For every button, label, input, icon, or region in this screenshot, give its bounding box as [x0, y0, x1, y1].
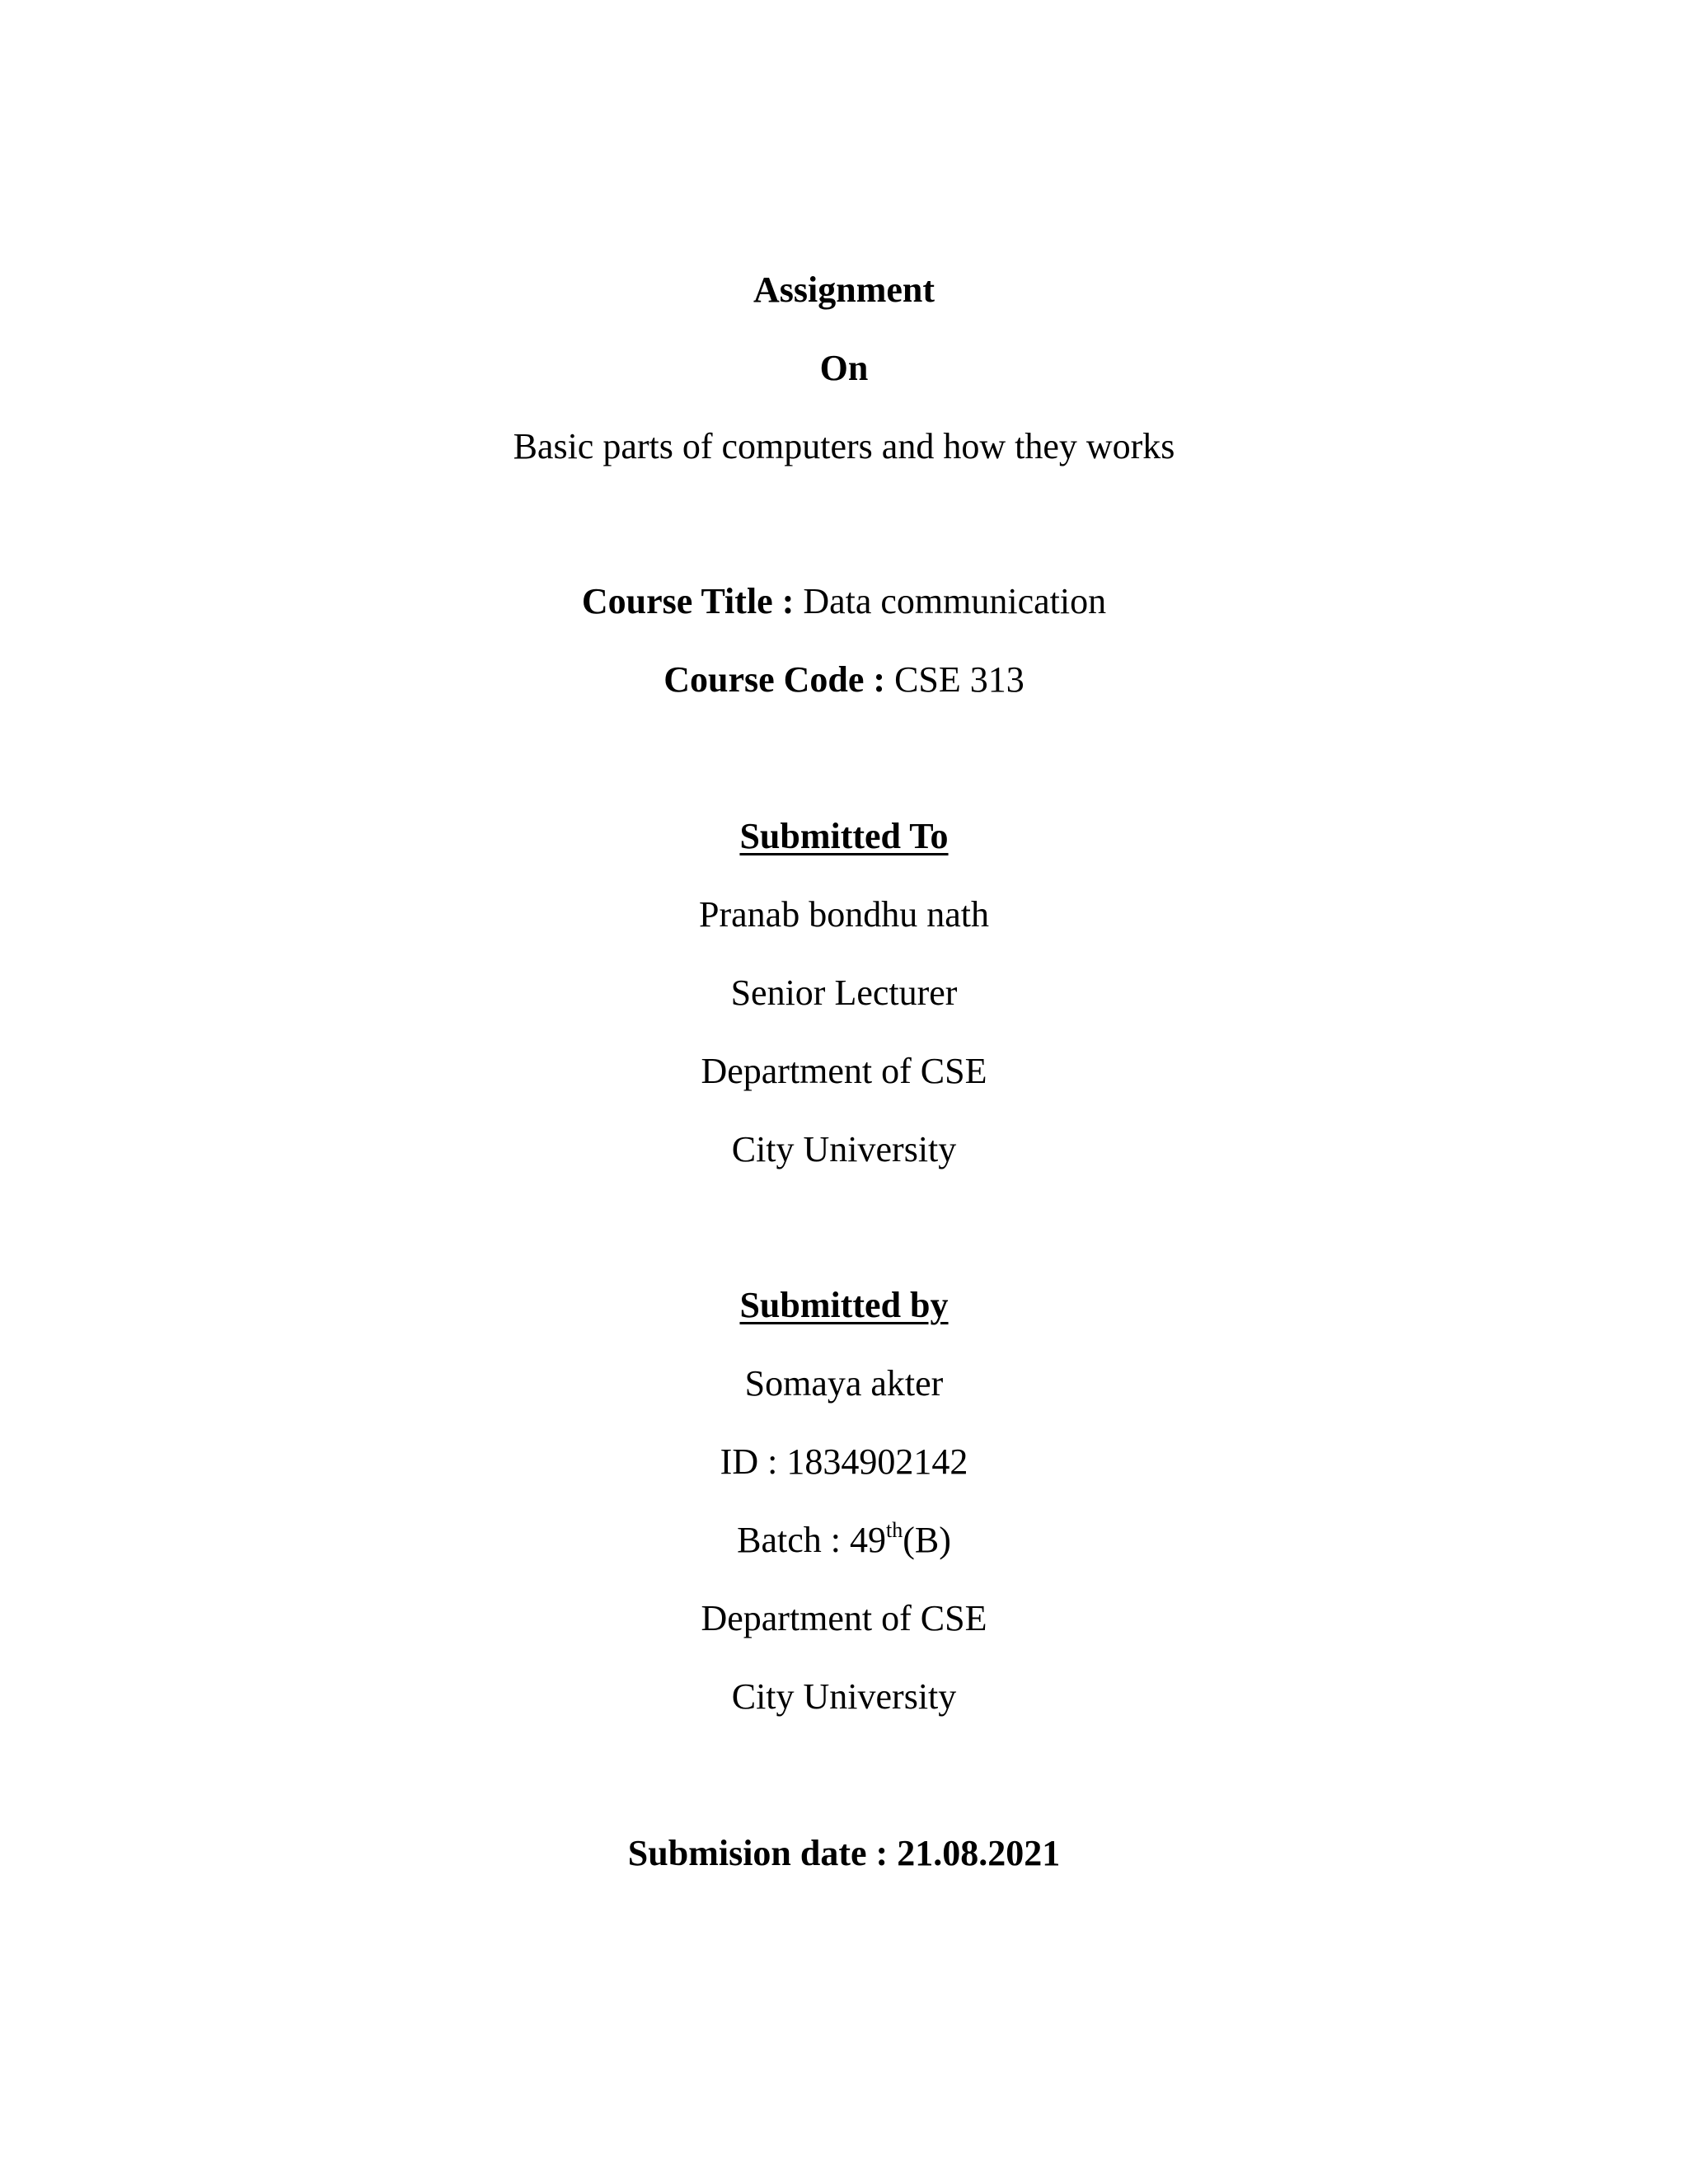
assignment-heading: Assignment — [753, 269, 935, 310]
submitted-by-heading-line — [0, 1283, 1688, 1328]
submitted-by-department: Department of CSE — [701, 1598, 987, 1638]
batch-prefix: Batch : 49 — [737, 1520, 886, 1560]
submitted-by-heading: Submitted by — [739, 1285, 949, 1325]
submission-date: Submision date : 21.08.2021 — [627, 1833, 1061, 1873]
course-code-label: Course Code : — [663, 659, 886, 700]
submitted-to-heading-line — [0, 814, 1688, 859]
submitted-to-name: Pranab bondhu nath — [699, 894, 989, 935]
submitted-to-university: City University — [731, 1129, 957, 1169]
assignment-topic: Basic parts of computers and how they works — [513, 426, 1175, 466]
submitted-to-designation: Senior Lecturer — [730, 972, 958, 1013]
course-code-value: CSE 313 — [894, 659, 1025, 700]
submitted-to-department: Department of CSE — [701, 1051, 987, 1091]
submitted-by-name: Somaya akter — [744, 1363, 944, 1404]
course-code-line — [0, 658, 1688, 702]
submitted-by-university: City University — [731, 1676, 957, 1717]
course-title-label: Course Title : — [581, 581, 795, 621]
batch-superscript: th — [885, 1518, 903, 1542]
course-title-line — [0, 579, 1688, 624]
on-heading: On — [819, 348, 869, 388]
student-id: ID : 1834902142 — [720, 1441, 968, 1482]
batch-suffix: (B) — [903, 1520, 951, 1560]
submitted-to-heading: Submitted To — [739, 816, 949, 856]
student-batch — [0, 1518, 1688, 1563]
course-title-value: Data communication — [803, 581, 1107, 621]
